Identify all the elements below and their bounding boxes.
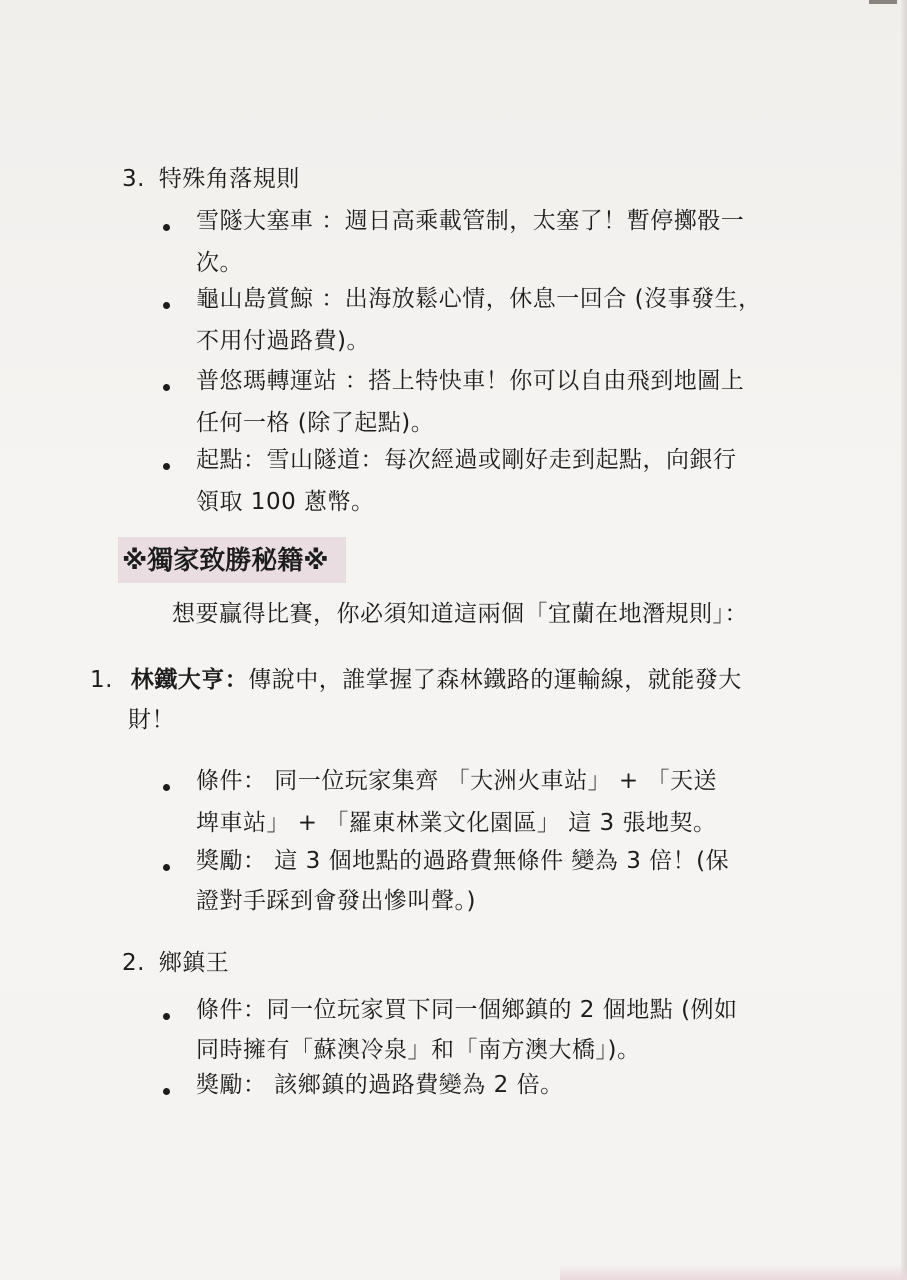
bullet-icon (163, 784, 170, 791)
bullet-icon (163, 864, 170, 871)
page-edge-shadow (901, 0, 907, 1280)
rule1-title: 林鐵大亨： (130, 667, 249, 693)
page-bottom-tint (560, 1264, 907, 1280)
secret-intro: 想要贏得比賽，你必須知道這兩個「宜蘭在地潛規則」： (172, 601, 748, 627)
bullet-icon (163, 384, 170, 391)
section3-heading (122, 164, 300, 194)
bullet-icon (163, 224, 170, 231)
rule1-heading (90, 665, 742, 695)
list-item: 普悠瑪轉運站 ：搭上特快車！你可以自由飛到地圖上 (196, 368, 745, 394)
rule2-number: 2. (122, 950, 145, 976)
list-item: 獎勵： 這 3 個地點的過路費無條件 變為 3 倍！(保 (196, 848, 730, 874)
bullet-icon (163, 1013, 170, 1020)
list-item: 條件：同一位玩家買下同一個鄉鎮的 2 個地點 (例如 (196, 997, 738, 1023)
list-item-continuation: 不用付過路費)。 (196, 328, 370, 354)
section3-number: 3. (122, 166, 145, 192)
list-item: 龜山島賞鯨 ：出海放鬆心情，休息一回合 (沒事發生， (196, 286, 762, 312)
list-item: 條件： 同一位玩家集齊 「大洲火車站」 + 「天送 (196, 768, 718, 794)
list-item-continuation: 證對手踩到會發出慘叫聲。) (196, 888, 476, 914)
list-item-continuation: 次。 (196, 250, 243, 276)
list-item-continuation: 同時擁有「蘇澳冷泉」和「南方澳大橋」)。 (196, 1037, 641, 1063)
list-item: 起點：雪山隧道：每次經過或剛好走到起點，向銀行 (196, 447, 737, 473)
bullet-icon (163, 1088, 170, 1095)
scan-corner-mark (869, 0, 897, 4)
section3-title: 特殊角落規則 (158, 166, 300, 192)
list-item: 雪隧大塞車 ：週日高乘載管制，太塞了！暫停擲骰一 (196, 208, 745, 234)
list-item-continuation: 任何一格 (除了起點)。 (196, 410, 435, 436)
rule2-heading (122, 948, 229, 978)
bullet-icon (163, 463, 170, 470)
rule2-title: 鄉鎮王 (158, 950, 230, 976)
list-item-continuation: 領取 100 蔥幣。 (196, 489, 375, 515)
list-item-continuation: 埤車站」 + 「羅東林業文化園區」 這 3 張地契。 (196, 810, 717, 836)
list-item: 獎勵： 該鄉鎮的過路費變為 2 倍。 (196, 1072, 564, 1098)
rule1-desc-continuation: 財！ (128, 707, 175, 733)
rule1-number: 1. (90, 667, 113, 693)
rule1-desc: 傳說中，誰掌握了森林鐵路的運輸線，就能發大 (248, 667, 742, 693)
bullet-icon (163, 302, 170, 309)
secret-title: ※獨家致勝秘籍※ (122, 546, 329, 576)
